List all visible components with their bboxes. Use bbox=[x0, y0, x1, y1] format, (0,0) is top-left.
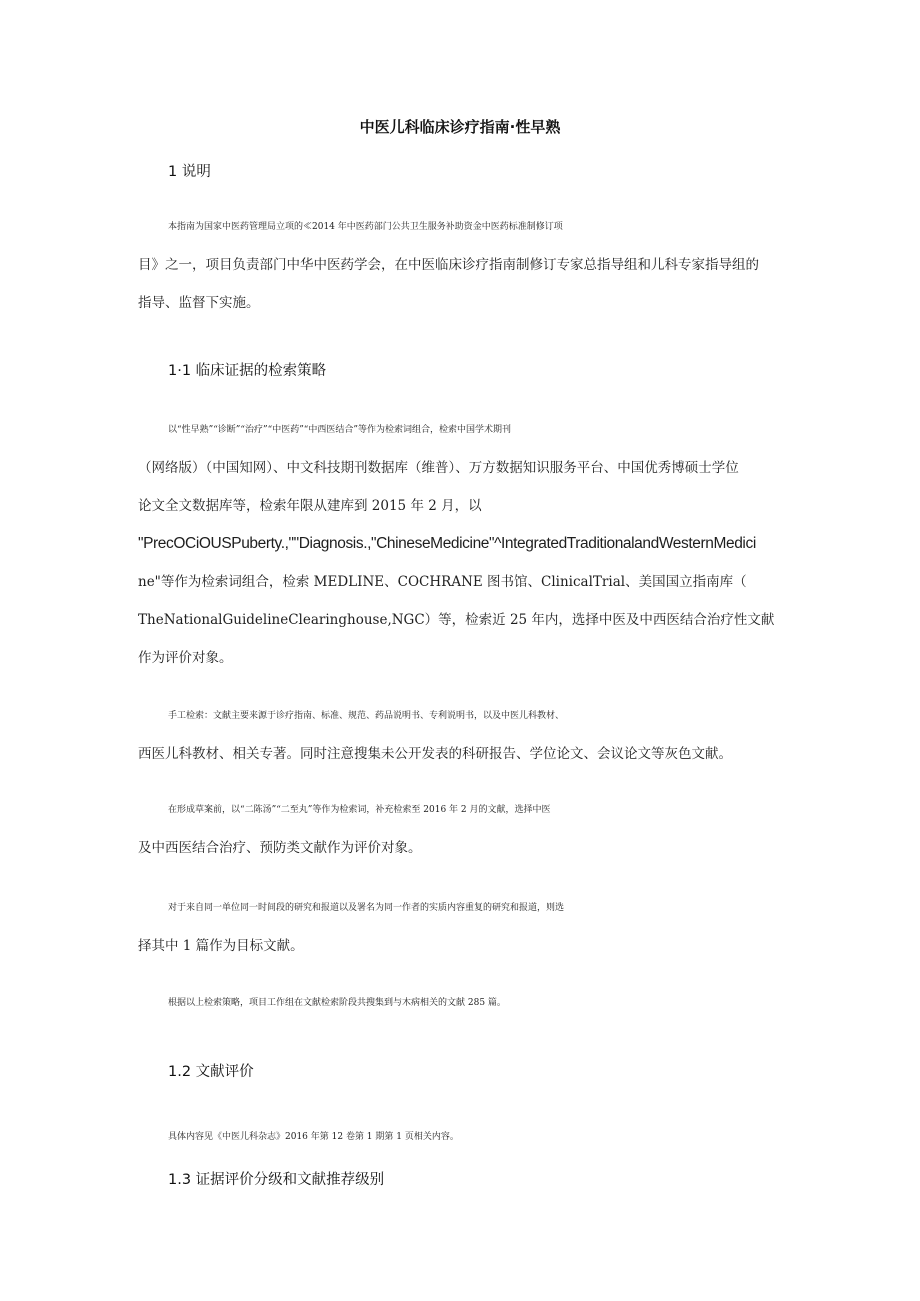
text-line: 根据以上检索策略，项目工作组在文献检索阶段共搜集到与木病相关的文献 285 篇。 bbox=[168, 998, 506, 1008]
text-line: 具体内容见《中医儿科杂志》2016 年第 12 卷第 1 期第 1 页相关内容。 bbox=[168, 1132, 459, 1142]
text-line: （网络版）（中国知网）、中文科技期刊数据库（维普）、万方数据知识服务平台、中国优秀博硕士学位 bbox=[138, 460, 739, 476]
section-1-1-paragraph-3 bbox=[138, 791, 784, 867]
text-line: ne"等作为检索词组合，检索 MEDLINE、COCHRANE 图书馆、ClinicalTrial、美国国立指南库（ bbox=[138, 574, 747, 590]
text-line: 论文全文数据库等，检索年限从建库到 2015 年 2 月，以 bbox=[138, 498, 482, 514]
section-1-1-paragraph-1 bbox=[138, 411, 784, 677]
section-heading-1: 1 说明 bbox=[168, 164, 211, 180]
text-line: TheNationalGuidelineClearinghouse,NGC）等，检索近 25 年内，选择中医及中西医结合治疗性文献 bbox=[138, 612, 775, 628]
text-line: 对于来自同一单位同一时间段的研究和报道以及署名为同一作者的实质内容重复的研究和报道，则选 bbox=[168, 903, 565, 913]
text-line: 本指南为国家中医药管理局立项的≪2014 年中医药部门公共卫生服务补助资金中医药标准制修订项 bbox=[168, 222, 563, 232]
text-line: 作为评价对象。 bbox=[138, 650, 233, 666]
section-1-1-paragraph-2 bbox=[138, 697, 784, 773]
text-line: 目》之一，项目负责部门中华中医药学会，在中医临床诊疗指南制修订专家总指导组和儿科专家指导组的 bbox=[138, 257, 759, 273]
text-line: 西医儿科教材、相关专著。同时注意搜集未公开发表的科研报告、学位论文、会议论文等灰色文献。 bbox=[138, 746, 732, 762]
section-heading-1-3: 1.3 证据评价分级和文献推荐级别 bbox=[168, 1172, 385, 1188]
text-line: 指导、监督下实施。 bbox=[138, 295, 260, 311]
page-title: 中医儿科临床诊疗指南·性早熟 bbox=[359, 118, 561, 136]
section-1-2-paragraph bbox=[138, 1118, 784, 1156]
text-line: 手工检索：文献主要来源于诊疗指南、标准、规范、药品说明书、专利说明书，以及中医儿科教材、 bbox=[168, 711, 565, 721]
text-line: "PrecOCiOUSPuberty.,""Diagnosis.,"ChineseMedicine"^IntegratedTraditionalandWesternMedici bbox=[138, 535, 756, 552]
section-heading-1-1: 1·1 临床证据的检索策略 bbox=[168, 363, 327, 379]
section-1-1-paragraph-5 bbox=[138, 984, 784, 1022]
section-heading-1-2: 1.2 文献评价 bbox=[168, 1064, 254, 1080]
text-line: 以“性早熟”“诊断”“治疗”“中医药”“中西医结合”等作为检索词组合，检索中国学术期刊 bbox=[168, 425, 512, 435]
section-1-paragraph bbox=[138, 208, 784, 322]
section-1-1-paragraph-4 bbox=[138, 889, 784, 965]
text-line: 在形成草案前，以“二陈汤”“二至丸”等作为检索词，补充检索至 2016 年 2 月的文献，选择中医 bbox=[168, 805, 551, 815]
text-line: 择其中 1 篇作为目标文献。 bbox=[138, 938, 304, 954]
text-line: 及中西医结合治疗、预防类文献作为评价对象。 bbox=[138, 840, 422, 856]
